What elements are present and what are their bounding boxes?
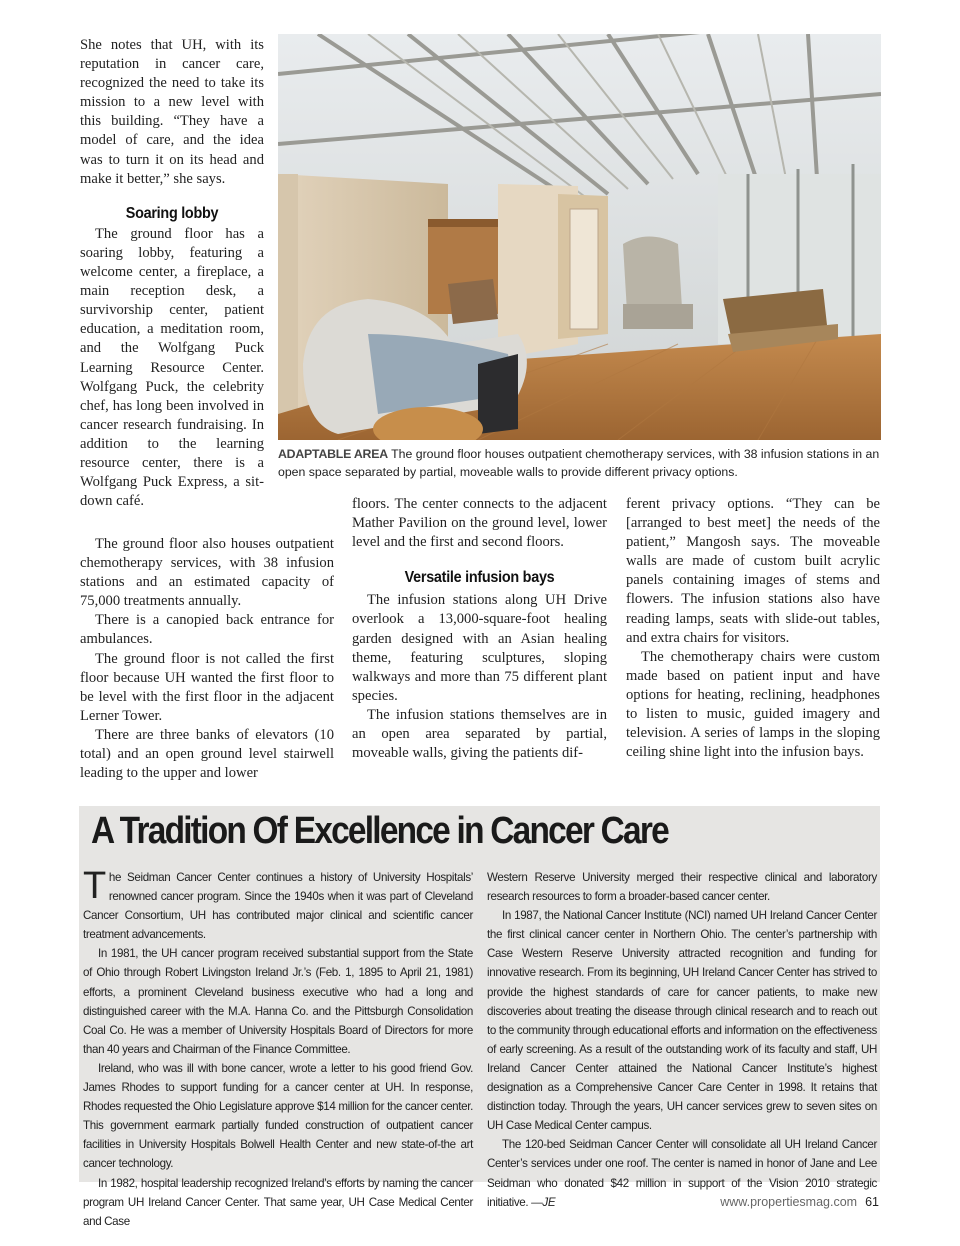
caption-text: The ground floor houses outpatient chemotherapy services, with 38 infusion stations in an open space separated by partial, moveable walls to provide different privacy options. [278, 447, 880, 479]
paragraph: The infusion stations themselves are in an open area separated by partial, moveable walls, giving the patients dif- [352, 706, 607, 762]
author-signoff: —JE [531, 1195, 556, 1209]
section-heading-versatile-infusion-bays: Versatile infusion bays [404, 569, 555, 587]
paragraph: ferent privacy options. “They can be [arranged to best meet] the needs of the patient,” Mangosh says. The moveable walls are made of custom built acrylic panels containing images of stems and flowers. The infusion stations also have reading lamps, seats with slide-out tables, and extra chairs for visitors. [626, 496, 880, 646]
photo-caption [278, 445, 888, 481]
sidebar-paragraph: Western Reserve University merged their respective clinical and laboratory research resources to form a broader-based cancer center. [487, 871, 877, 904]
paragraph: The ground floor has a soaring lobby, featuring a welcome center, a fireplace, a main reception desk, a survivorship center, patient education, a meditation room, and the Wolfgang Puck Learning Resource Center. Wolfgang Puck, the celebrity chef, has long been involved in cancer research fundraising. In addition to the learning resource center, there is a Wolfgang Puck Express, a sit-down café. [80, 225, 264, 510]
infusion-area-photo [278, 34, 881, 440]
photo-illustration [278, 34, 881, 440]
article-column-1-continued [80, 535, 334, 783]
intro-paragraph: She notes that UH, with its reputation in cancer care, recognized the need to take its mission to a new level with this building. “They have a model of care, and the idea was to turn it on its head and make it better,” she says. [80, 37, 264, 187]
sidebar-paragraph: The 120-bed Seidman Cancer Center will consolidate all UH Ireland Cancer Center’s services under one roof. The center is named in honor of Jane and Lee Seidman who donated $42 million in support of the Vision 2010 strategic initiative. —JE [487, 1138, 877, 1209]
sidebar-column-right [487, 868, 877, 1212]
drop-cap: T [83, 865, 106, 907]
article-column-2 [352, 495, 607, 763]
paragraph: The chemotherapy chairs were custom made based on patient input and have options for heating, reclining, headphones to listen to music, guided imagery and television. A series of lamps in the sloping ceiling shine light into the infusion bays. [626, 648, 880, 761]
sidebar-paragraph: The Seidman Cancer Center continues a history of University Hospitals’ renowned cancer program. Since the 1940s when it was part of Cleveland Cancer Consortium, UH has contributed major clinical and scientific cancer treatment advancements. [83, 865, 473, 942]
page-footer [720, 1195, 879, 1209]
caption-label: ADAPTABLE AREA [278, 447, 388, 461]
article-column-1 [80, 36, 264, 511]
paragraph: There are three banks of elevators (10 total) and an open ground level stairwell leading to the upper and lower [80, 726, 334, 782]
section-heading-soaring-lobby: Soaring lobby [125, 204, 219, 222]
sidebar-paragraph: In 1982, hospital leadership recognized Ireland’s efforts by naming the cancer program UH Ireland Cancer Center. That same year, UH Case Medical Center and Case [83, 1176, 473, 1228]
paragraph: There is a canopied back entrance for ambulances. [80, 612, 334, 648]
sidebar-paragraph: In 1987, the National Cancer Institute (NCI) named UH Ireland Cancer Center the first clinical cancer center in Northern Ohio. The center’s partnership with Case Western Reserve University attracted recognition and funding for innovative research. From its beginning, UH Ireland Cancer Center has strived to provide the highest standards of care for cancer patients, to make new discoveries about treating the disease through clinical research and to reach out to the community through educational efforts and information on the effectiveness of early screening. As a result of the outstanding work of its faculty and staff, UH Ireland Cancer Center attained the National Cancer Institute’s highest designation as a Comprehensive Cancer Care Center in 1998. It retains that distinction today. Through the years, UH cancer services grew to seven sites on UH Case Medical Center campus. [487, 909, 877, 1133]
sidebar-paragraph: Ireland, who was ill with bone cancer, wrote a letter to his good friend Gov. James Rhodes to support funding for a cancer center at UH. In response, Rhodes requested the Ohio Legislature approve $14 million for the cancer center. This government earmark partially funded construction of outpatient cancer facilities in University Hospitals Bolwell Health Center and new state-of-the art cancer technology. [83, 1061, 473, 1171]
page-number: 61 [865, 1195, 879, 1209]
sidebar-paragraph: In 1981, the UH cancer program received substantial support from the State of Ohio through Robert Livingston Ireland Jr.’s (Feb. 1, 1895 to April 21, 1981) efforts, a prominent Cleveland business executive who had a long and distinguished career with the M.A. Hanna Co. and the Pittsburgh Consolidation Coal Co. He was a member of University Hospitals Board of Directors for more than 40 years and Chairman of the Finance Committee. [83, 947, 473, 1056]
paragraph: The infusion stations along UH Drive overlook a 13,000-square-foot healing garden designed with an Asian healing theme, featuring sculptures, sloping walkways and more than 75 different plant species. [352, 592, 607, 704]
sidebar-column-left [83, 865, 473, 1231]
article-column-3 [626, 495, 880, 762]
paragraph: The ground floor also houses outpatient chemotherapy services, with 38 infusion stations and an estimated capacity of 75,000 treatments annually. [80, 536, 334, 610]
footer-url[interactable]: www.propertiesmag.com [720, 1195, 858, 1209]
paragraph: floors. The center connects to the adjacent Mather Pavilion on the ground level, lower level and the first and second floors. [352, 496, 607, 551]
paragraph: The ground floor is not called the first floor because UH wanted the first floor to be level with the first floor in the adjacent Lerner Tower. [80, 650, 334, 724]
sidebar-title: A Tradition Of Excellence in Cancer Care [91, 810, 668, 852]
